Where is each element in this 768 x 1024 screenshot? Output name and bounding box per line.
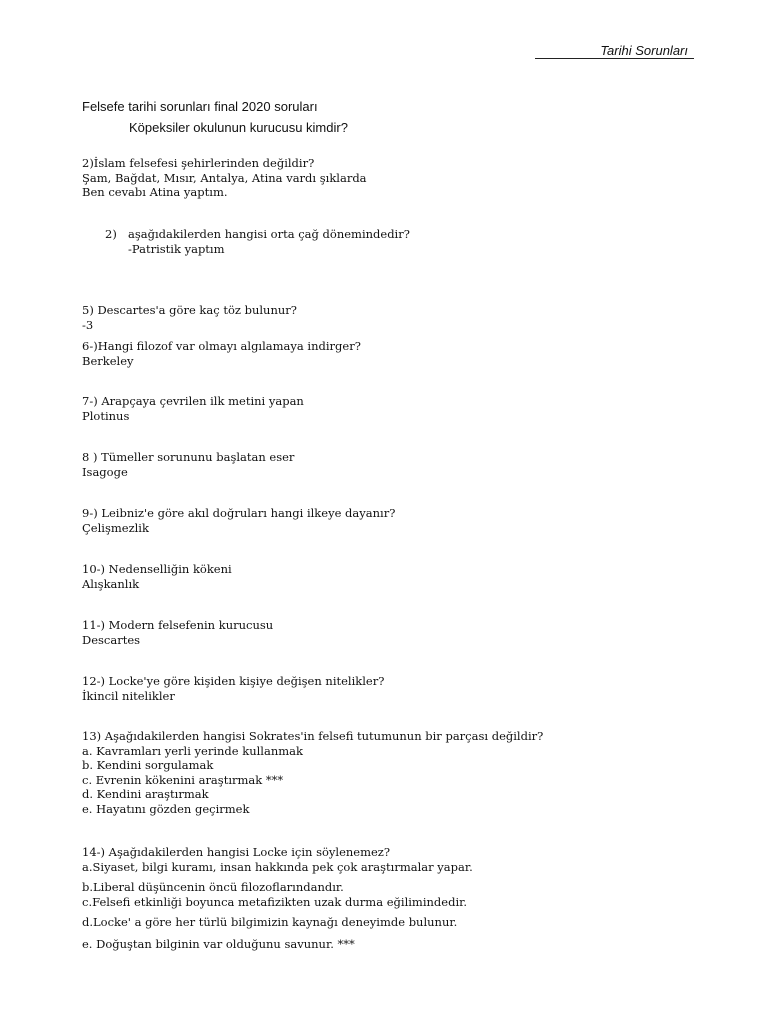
- question-text: 7-) Arapçaya çevrilen ilk metini yapan: [82, 394, 304, 408]
- answer-text: Plotinus: [82, 408, 130, 423]
- answer-text: Ben cevabı Atina yaptım.: [82, 185, 228, 200]
- question-block-14: [82, 845, 473, 874]
- question-number-2b: 2): [105, 227, 117, 241]
- option-b: b. Kendini sorgulamak: [82, 758, 214, 773]
- question-block-8: [82, 450, 294, 479]
- answer-text: -3: [82, 317, 94, 332]
- question-detail: Şam, Bağdat, Mısır, Antalya, Atina vardı şıklarda: [82, 170, 367, 185]
- question-text: 14-) Aşağıdakilerden hangisi Locke için söylenemez?: [82, 845, 391, 859]
- question-text: 8 ) Tümeller sorununu başlatan eser: [82, 450, 295, 464]
- document-title: Felsefe tarihi sorunları final 2020 soruları: [82, 99, 318, 114]
- question-block-2b: [128, 227, 410, 256]
- question-text: 13) Aşağıdakilerden hangisi Sokrates'in felsefi tutumunun bir parçası değildir?: [82, 729, 544, 743]
- option-e: e. Hayatını gözden geçirmek: [82, 801, 250, 816]
- question-text: 12-) Locke'ye göre kişiden kişiye değişen nitelikler?: [82, 674, 385, 688]
- question-text: aşağıdakilerden hangisi orta çağ dönemindedir?: [128, 227, 410, 241]
- question-block-5: [82, 303, 297, 332]
- answer-text: Berkeley: [82, 353, 134, 368]
- option-c: c.Felsefi etkinliği boyunca metafizikten uzak durma eğilimindedir.: [82, 894, 468, 909]
- question-text: 10-) Nedenselliğin kökeni: [82, 562, 232, 576]
- answer-text: Alışkanlık: [82, 576, 140, 591]
- option-d: d.Locke' a göre her türlü bilgimizin kaynağı deneyimde bulunur.: [82, 915, 458, 929]
- question-block-12: [82, 674, 384, 703]
- question-block-2a: [82, 156, 367, 200]
- question-text: 2)İslam felsefesi şehirlerinden değildir?: [82, 156, 315, 170]
- question-block-14-cont: [82, 880, 467, 909]
- answer-text: Descartes: [82, 632, 141, 647]
- question-block-6: [82, 339, 361, 368]
- header-title: Tarihi Sorunları: [600, 43, 688, 58]
- option-e: e. Doğuştan bilginin var olduğunu savunur. ***: [82, 937, 355, 951]
- question-text: 9-) Leibniz'e göre akıl doğruları hangi ilkeye dayanır?: [82, 506, 396, 520]
- question-text: 11-) Modern felsefenin kurucusu: [82, 618, 274, 632]
- answer-text: Isagoge: [82, 464, 128, 479]
- answer-text: Çelişmezlik: [82, 520, 149, 535]
- option-a: a.Siyaset, bilgi kuramı, insan hakkında pek çok araştırmalar yapar.: [82, 859, 473, 874]
- document-subtitle: Köpeksiler okulunun kurucusu kimdir?: [129, 120, 348, 135]
- question-text: 6-)Hangi filozof var olmayı algılamaya indirger?: [82, 339, 361, 353]
- question-block-10: [82, 562, 232, 591]
- question-block-7: [82, 394, 304, 423]
- answer-text: -Patristik yaptım: [128, 241, 225, 256]
- question-block-9: [82, 506, 395, 535]
- option-d: d. Kendini araştırmak: [82, 787, 209, 802]
- question-block-11: [82, 618, 273, 647]
- page-header: [535, 43, 694, 59]
- question-text: 5) Descartes'a göre kaç töz bulunur?: [82, 303, 297, 317]
- question-block-13: [82, 729, 543, 817]
- answer-text: İkincil nitelikler: [82, 688, 175, 703]
- option-b: b.Liberal düşüncenin öncü filozoflarındandır.: [82, 880, 344, 894]
- option-c: c. Evrenin kökenini araştırmak ***: [82, 772, 284, 787]
- option-a: a. Kavramları yerli yerinde kullanmak: [82, 743, 303, 758]
